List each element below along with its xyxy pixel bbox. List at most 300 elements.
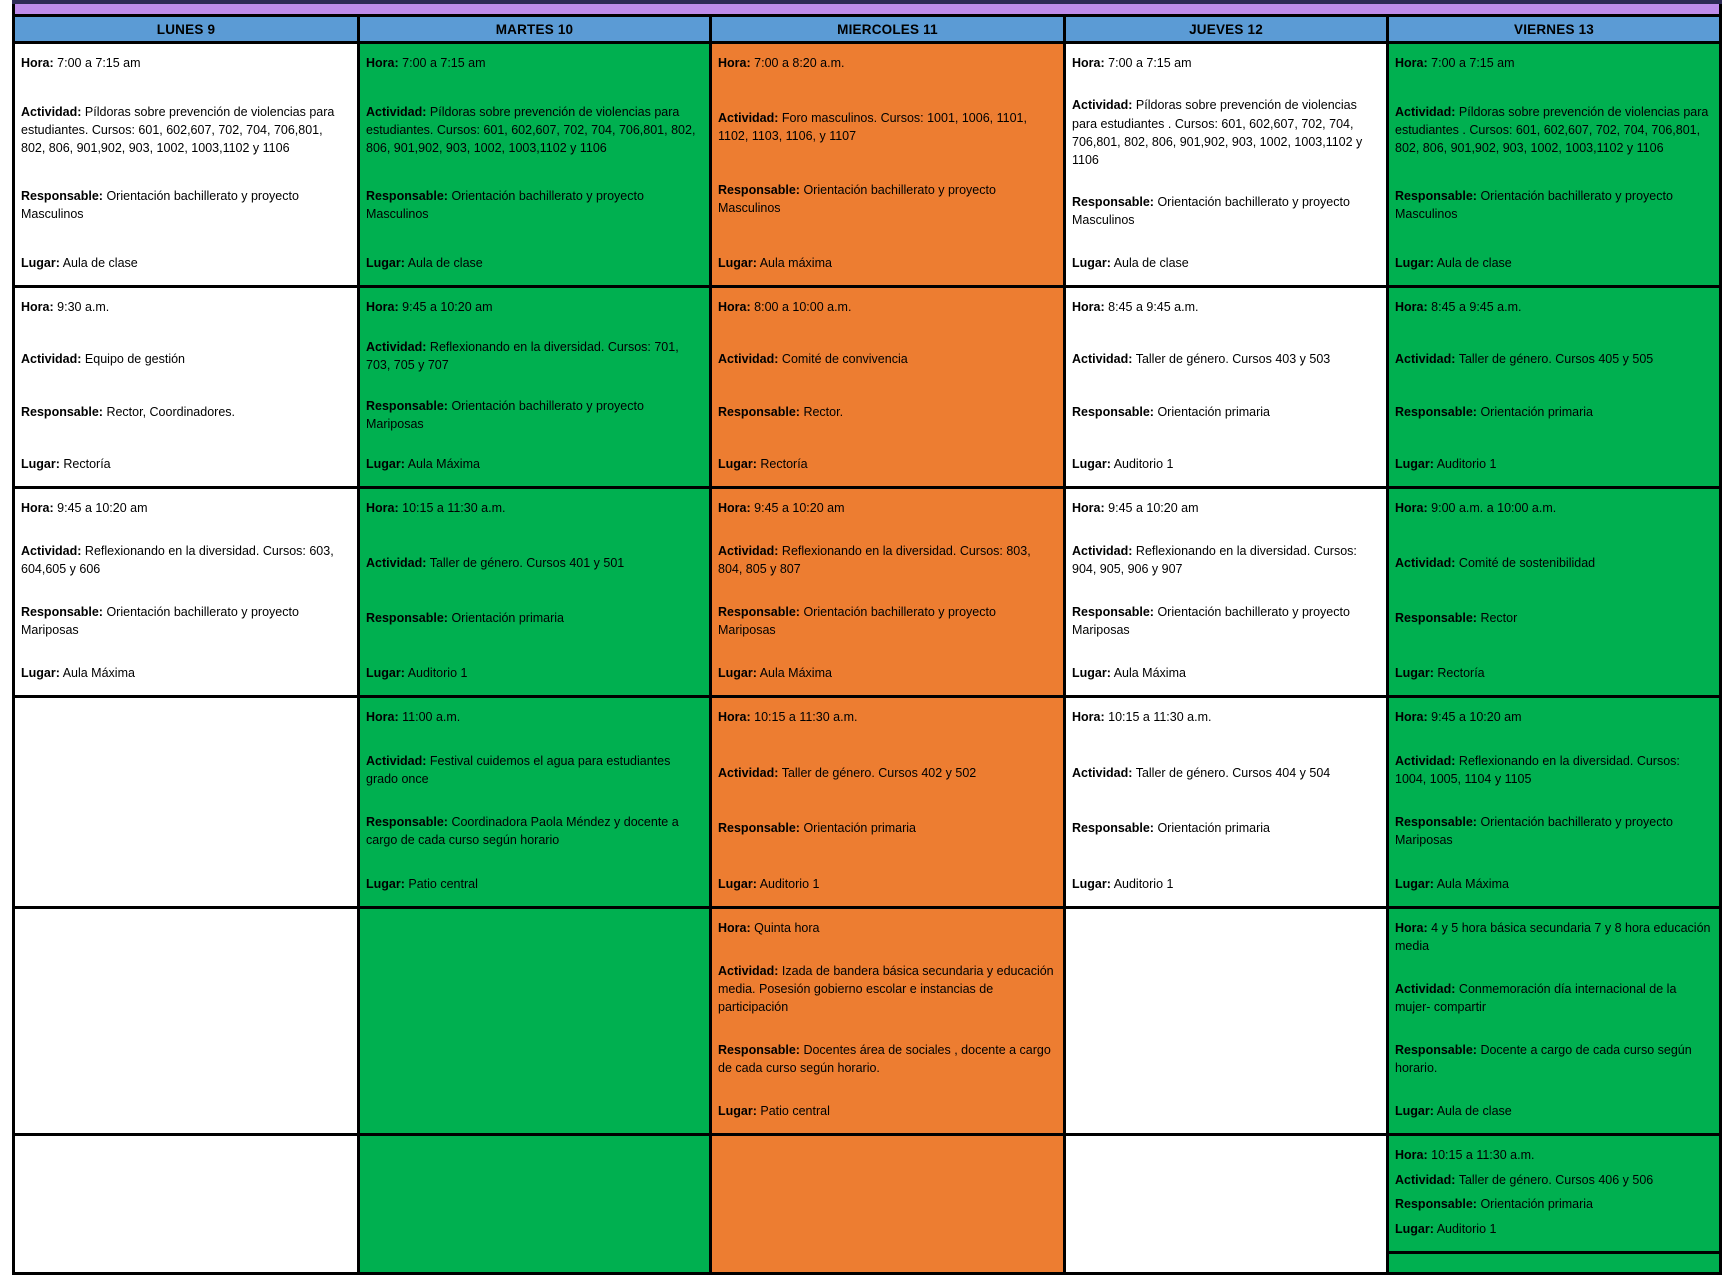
field-value: Orientación bachillerato y proyecto Mariposas — [1072, 604, 1350, 637]
cell-field-actividad — [1395, 1171, 1711, 1189]
cell-field-lugar — [1395, 875, 1711, 893]
field-value: Orientación primaria — [803, 821, 916, 836]
cell-content — [15, 1136, 357, 1258]
field-label: Hora: — [718, 921, 751, 935]
cell-field-actividad — [1395, 350, 1711, 368]
cell-content — [1066, 44, 1386, 280]
schedule-cell[interactable] — [359, 43, 711, 287]
field-value: Orientación bachillerato y proyecto Mariposas — [21, 604, 299, 637]
cell-field-lugar — [1072, 455, 1378, 473]
field-value: Auditorio 1 — [1113, 456, 1174, 471]
field-label: Actividad: — [21, 352, 82, 367]
cell-field-actividad — [21, 350, 349, 368]
field-label: Hora: — [21, 501, 54, 515]
field-label: Hora: — [718, 501, 751, 515]
field-label: Lugar: — [1395, 1221, 1434, 1236]
field-label: Actividad: — [21, 104, 82, 119]
field-label: Actividad: — [1395, 753, 1456, 768]
field-value: Taller de género. Cursos 403 y 503 — [1135, 352, 1331, 367]
day-header-label: LUNES 9 — [156, 21, 216, 37]
schedule-cell[interactable] — [1065, 43, 1388, 287]
field-value: Conmemoración día internacional de la mujer- compartir — [1395, 981, 1677, 1015]
field-label: Lugar: — [1072, 665, 1111, 680]
cell-field-lugar — [1072, 254, 1378, 272]
cell-field-lugar — [21, 455, 349, 473]
cell-field-responsable — [718, 1041, 1055, 1077]
field-label: Lugar: — [21, 255, 60, 270]
field-value: 9:30 a.m. — [57, 300, 110, 314]
field-label: Lugar: — [21, 456, 60, 471]
cell-field-actividad — [718, 542, 1055, 578]
field-value: Aula Máxima — [1113, 665, 1186, 680]
field-label: Responsable: — [1072, 604, 1154, 619]
cell-content — [712, 1136, 1063, 1258]
field-value: Rector, Coordinadores. — [106, 404, 235, 419]
field-value: 10:15 a 11:30 a.m. — [754, 710, 858, 724]
field-label: Responsable: — [1395, 1042, 1477, 1057]
field-label: Lugar: — [1072, 255, 1111, 270]
schedule-cell[interactable] — [14, 287, 359, 488]
schedule-cell[interactable] — [14, 1135, 359, 1274]
field-value: Aula Máxima — [1436, 876, 1509, 891]
schedule-cell[interactable] — [1388, 43, 1721, 287]
cell-content — [712, 489, 1063, 690]
field-label: Hora: — [1072, 56, 1105, 70]
field-value: Aula de clase — [1436, 255, 1512, 270]
cell-field-actividad — [1072, 764, 1378, 782]
day-header-viernes[interactable] — [1388, 16, 1721, 43]
field-value: Orientación primaria — [1157, 404, 1270, 419]
field-label: Responsable: — [21, 189, 103, 204]
schedule-cell[interactable] — [359, 1135, 711, 1274]
field-value: Orientación bachillerato y proyecto Masculinos — [21, 189, 299, 222]
cell-content — [1389, 44, 1719, 280]
cell-field-responsable — [1395, 403, 1711, 421]
cell-field-hora — [366, 298, 701, 316]
cell-field-lugar — [718, 455, 1055, 473]
cell-field-actividad — [718, 764, 1055, 782]
field-value: 7:00 a 7:15 am — [1431, 56, 1515, 70]
field-label: Hora: — [366, 56, 399, 70]
cell-content — [15, 909, 357, 1128]
schedule-cell[interactable] — [1065, 488, 1388, 697]
schedule-cell[interactable] — [14, 488, 359, 697]
field-value: Aula máxima — [759, 255, 832, 270]
field-value: Rector — [1480, 610, 1518, 625]
cell-content — [712, 909, 1063, 1128]
cell-field-lugar — [366, 875, 701, 893]
cell-field-responsable — [21, 603, 349, 639]
cell-field-hora — [718, 919, 1055, 937]
cell-field-actividad — [718, 350, 1055, 368]
cell-field-lugar — [21, 664, 349, 682]
field-value: Píldoras sobre prevención de violencias para estudiantes . Cursos: 601, 602,607, 702, 704, 706,801, 802, 806, 901,902, 903, 1002, 1003,1102 y 1106 — [1072, 98, 1363, 167]
field-label: Lugar: — [718, 456, 757, 471]
cell-field-responsable — [366, 609, 701, 627]
field-value: Orientación primaria — [451, 610, 564, 625]
cell-field-responsable — [21, 187, 349, 223]
field-label: Lugar: — [366, 665, 405, 680]
field-value: Aula de clase — [1436, 1103, 1512, 1118]
cell-field-hora — [21, 298, 349, 316]
field-value: Píldoras sobre prevención de violencias para estudiantes . Cursos: 601, 602,607, 702, 704, 706,801, 802, 806, 901,902, 903, 1002, 1003,1102 y 1106 — [1395, 104, 1709, 155]
field-label: Actividad: — [718, 963, 779, 978]
field-label: Hora: — [1395, 501, 1428, 515]
field-value: 9:45 a 10:20 am — [402, 300, 493, 314]
cell-field-lugar — [366, 664, 701, 682]
field-label: Actividad: — [718, 110, 779, 125]
field-label: Lugar: — [1072, 876, 1111, 891]
field-label: Lugar: — [718, 665, 757, 680]
cell-field-hora — [366, 54, 701, 72]
day-header-label: MARTES 10 — [495, 21, 574, 37]
cell-field-actividad — [1072, 96, 1378, 169]
field-label: Actividad: — [366, 340, 427, 355]
schedule-cell[interactable] — [1065, 908, 1388, 1135]
schedule-row — [14, 43, 1721, 287]
schedule-cell[interactable] — [711, 908, 1065, 1135]
cell-field-responsable — [1395, 609, 1711, 627]
field-value: 10:15 a 11:30 a.m. — [1108, 710, 1212, 724]
cell-field-hora — [1395, 708, 1711, 726]
field-label: Responsable: — [1395, 189, 1477, 204]
cell-field-responsable — [21, 403, 349, 421]
field-value: 10:15 a 11:30 a.m. — [1431, 1148, 1535, 1162]
field-value: 7:00 a 7:15 am — [402, 56, 486, 70]
field-label: Lugar: — [1395, 255, 1434, 270]
field-value: Aula de clase — [62, 255, 138, 270]
cell-field-actividad — [366, 554, 701, 572]
field-label: Responsable: — [21, 404, 103, 419]
title-bar-row — [14, 2, 1721, 16]
cell-field-lugar — [366, 254, 701, 272]
field-value: Aula Máxima — [759, 665, 832, 680]
field-value: Taller de género. Cursos 402 y 502 — [781, 765, 977, 780]
field-label: Hora: — [718, 710, 751, 724]
schedule-cell[interactable] — [711, 287, 1065, 488]
field-value: 8:00 a 10:00 a.m. — [754, 300, 852, 314]
cell-content — [15, 489, 357, 690]
cell-content — [360, 909, 709, 1128]
schedule-cell[interactable] — [711, 43, 1065, 287]
cell-content — [712, 698, 1063, 901]
field-value: Auditorio 1 — [1113, 876, 1174, 891]
field-label: Lugar: — [21, 665, 60, 680]
field-value: Orientación bachillerato y proyecto Mariposas — [366, 398, 644, 431]
title-bar — [14, 2, 1721, 16]
cell-field-responsable — [1072, 403, 1378, 421]
field-value: Reflexionando en la diversidad. Cursos: 803, 804, 805 y 807 — [718, 543, 1031, 576]
field-value: Orientación primaria — [1157, 821, 1270, 836]
schedule-cell[interactable] — [711, 488, 1065, 697]
field-label: Hora: — [718, 56, 751, 70]
field-value: Taller de género. Cursos 406 y 506 — [1458, 1172, 1654, 1187]
cell-field-hora — [1395, 919, 1711, 955]
cell-content — [1389, 698, 1719, 901]
schedule-row — [14, 1135, 1721, 1253]
cell-field-lugar — [1072, 875, 1378, 893]
field-label: Lugar: — [1072, 456, 1111, 471]
field-label: Actividad: — [1395, 352, 1456, 367]
schedule-cell[interactable] — [1388, 488, 1721, 697]
day-header-label: VIERNES 13 — [1513, 21, 1595, 37]
schedule-row — [14, 908, 1721, 1135]
cell-field-responsable — [1072, 193, 1378, 229]
field-value: Taller de género. Cursos 405 y 505 — [1458, 352, 1654, 367]
cell-field-responsable — [1395, 813, 1711, 849]
schedule-cell[interactable] — [711, 697, 1065, 908]
field-value: Patio central — [408, 876, 478, 891]
field-label: Responsable: — [366, 189, 448, 204]
field-label: Actividad: — [718, 765, 779, 780]
cell-field-lugar — [718, 1102, 1055, 1120]
field-value: Docentes área de sociales , docente a cargo de cada curso según horario. — [718, 1042, 1051, 1076]
day-header-martes[interactable] — [359, 16, 711, 43]
cell-field-hora — [21, 54, 349, 72]
schedule-cell[interactable] — [359, 287, 711, 488]
field-label: Responsable: — [1072, 195, 1154, 210]
day-header-lunes[interactable] — [14, 16, 359, 43]
cell-field-actividad — [366, 752, 701, 788]
field-value: Orientación bachillerato y proyecto Masculinos — [718, 183, 996, 216]
cell-content — [712, 44, 1063, 280]
cell-field-responsable — [718, 603, 1055, 639]
cell-content — [1066, 489, 1386, 690]
cell-field-hora — [1395, 54, 1711, 72]
cell-content — [15, 288, 357, 481]
field-value: 8:45 a 9:45 a.m. — [1108, 300, 1199, 314]
field-value: 7:00 a 8:20 a.m. — [754, 56, 845, 70]
cell-field-hora — [21, 499, 349, 517]
cell-field-responsable — [718, 403, 1055, 421]
field-value: Auditorio 1 — [759, 876, 820, 891]
cell-content — [360, 698, 709, 901]
field-value: 9:45 a 10:20 am — [1108, 501, 1199, 515]
cell-content — [1066, 698, 1386, 901]
cell-field-lugar — [1395, 254, 1711, 272]
day-header-row — [14, 16, 1721, 43]
field-value: Foro masculinos. Cursos: 1001, 1006, 1101, 1102, 1103, 1106, y 1107 — [718, 110, 1027, 143]
field-value: Píldoras sobre prevención de violencias para estudiantes. Cursos: 601, 602,607, 702, 704, 706,801, 802, 806, 901,902, 903, 1002, 1003,1102 y 1106 — [366, 104, 696, 155]
field-value: Orientación bachillerato y proyecto Masculinos — [366, 189, 644, 222]
field-label: Lugar: — [718, 255, 757, 270]
field-value: Docente a cargo de cada curso según horario. — [1395, 1042, 1692, 1076]
cell-field-responsable — [718, 181, 1055, 217]
cell-content — [1066, 909, 1386, 1128]
field-label: Actividad: — [1395, 104, 1456, 119]
field-value: Comité de convivencia — [781, 352, 908, 367]
field-label: Responsable: — [718, 183, 800, 198]
cell-field-lugar — [1395, 1102, 1711, 1120]
field-label: Responsable: — [366, 398, 448, 413]
cell-field-hora — [1072, 499, 1378, 517]
field-label: Responsable: — [1395, 815, 1477, 830]
field-value: 11:00 a.m. — [402, 710, 461, 724]
cell-content — [1389, 1136, 1719, 1246]
cell-field-hora — [1395, 499, 1711, 517]
field-value: 9:45 a 10:20 am — [1431, 710, 1522, 724]
field-label: Hora: — [366, 710, 399, 724]
cell-content — [360, 288, 709, 481]
field-label: Actividad: — [366, 104, 427, 119]
field-label: Hora: — [1072, 501, 1105, 515]
field-label: Hora: — [1395, 56, 1428, 70]
field-label: Hora: — [1072, 710, 1105, 724]
schedule-cell[interactable] — [711, 1135, 1065, 1274]
field-label: Hora: — [718, 300, 751, 314]
schedule-cell[interactable] — [1388, 697, 1721, 908]
day-header-miercoles[interactable] — [711, 16, 1065, 43]
schedule-row — [14, 488, 1721, 697]
schedule-cell[interactable] — [1065, 1135, 1388, 1274]
field-label: Lugar: — [718, 876, 757, 891]
field-value: 7:00 a 7:15 am — [57, 56, 141, 70]
cell-field-hora — [1072, 54, 1378, 72]
field-value: 8:45 a 9:45 a.m. — [1431, 300, 1522, 314]
field-value: Píldoras sobre prevención de violencias para estudiantes. Cursos: 601, 602,607, 702, 704, 706,801, 802, 806, 901,902, 903, 1002, 1003,1102 y 1106 — [21, 104, 335, 155]
cell-field-hora — [718, 499, 1055, 517]
schedule-cell[interactable] — [359, 697, 711, 908]
field-value: Patio central — [760, 1103, 830, 1118]
schedule-cell[interactable] — [1388, 1253, 1721, 1274]
schedule-cell[interactable] — [1388, 908, 1721, 1135]
field-value: Auditorio 1 — [1436, 456, 1497, 471]
cell-field-responsable — [1395, 1195, 1711, 1213]
field-label: Lugar: — [1395, 876, 1434, 891]
field-label: Actividad: — [718, 352, 779, 367]
cell-field-hora — [1072, 298, 1378, 316]
field-label: Hora: — [21, 56, 54, 70]
cell-field-responsable — [1072, 603, 1378, 639]
cell-field-lugar — [718, 875, 1055, 893]
cell-content — [1389, 909, 1719, 1128]
schedule-cell[interactable] — [1388, 1135, 1721, 1253]
cell-field-lugar — [21, 254, 349, 272]
cell-content — [360, 44, 709, 280]
schedule-cell[interactable] — [1065, 287, 1388, 488]
field-label: Hora: — [1395, 921, 1428, 935]
field-value: Taller de género. Cursos 401 y 501 — [429, 555, 625, 570]
field-label: Hora: — [1395, 300, 1428, 314]
cell-field-hora — [718, 298, 1055, 316]
field-value: 9:45 a 10:20 am — [57, 501, 148, 515]
field-label: Lugar: — [718, 1103, 757, 1118]
cell-field-lugar — [718, 254, 1055, 272]
field-value: Rector. — [803, 404, 844, 419]
field-value: 10:15 a 11:30 a.m. — [402, 501, 506, 515]
field-value: Coordinadora Paola Méndez y docente a cargo de cada curso según horario — [366, 815, 679, 848]
field-label: Lugar: — [1395, 1103, 1434, 1118]
schedule-cell[interactable] — [359, 908, 711, 1135]
cell-field-lugar — [718, 664, 1055, 682]
field-label: Responsable: — [21, 604, 103, 619]
schedule-cell[interactable] — [14, 697, 359, 908]
cell-field-actividad — [1395, 103, 1711, 157]
field-label: Lugar: — [366, 255, 405, 270]
field-label: Responsable: — [1395, 610, 1477, 625]
cell-field-hora — [1395, 1146, 1711, 1164]
cell-field-actividad — [366, 338, 701, 374]
cell-field-responsable — [366, 187, 701, 223]
schedule-cell[interactable] — [14, 43, 359, 287]
cell-content — [15, 44, 357, 280]
field-label: Actividad: — [366, 753, 427, 768]
field-value: Auditorio 1 — [1436, 1221, 1497, 1236]
field-label: Hora: — [1395, 1148, 1428, 1162]
cell-field-actividad — [21, 542, 349, 578]
cell-field-hora — [718, 708, 1055, 726]
cell-field-actividad — [1395, 752, 1711, 788]
field-label: Actividad: — [1072, 765, 1133, 780]
field-value: Orientación bachillerato y proyecto Mariposas — [1395, 815, 1673, 848]
field-value: Comité de sostenibilidad — [1458, 555, 1596, 570]
cell-field-hora — [366, 708, 701, 726]
field-label: Responsable: — [366, 610, 448, 625]
field-label: Hora: — [1395, 710, 1428, 724]
cell-content — [1389, 288, 1719, 481]
field-value: Rectoría — [63, 456, 111, 471]
cell-content — [1066, 1136, 1386, 1258]
schedule-cell[interactable] — [1388, 287, 1721, 488]
cell-field-lugar — [1072, 664, 1378, 682]
cell-content — [1389, 1254, 1719, 1272]
cell-content — [1389, 489, 1719, 690]
cell-field-lugar — [366, 455, 701, 473]
field-value: Aula de clase — [407, 255, 483, 270]
field-label: Responsable: — [718, 821, 800, 836]
field-label: Actividad: — [1072, 98, 1133, 113]
field-label: Actividad: — [1395, 555, 1456, 570]
cell-content — [1066, 288, 1386, 481]
field-label: Hora: — [366, 501, 399, 515]
field-value: Orientación bachillerato y proyecto Masculinos — [1395, 189, 1673, 222]
field-label: Responsable: — [718, 404, 800, 419]
field-label: Actividad: — [1395, 1172, 1456, 1187]
cell-field-responsable — [1395, 1041, 1711, 1077]
cell-field-responsable — [366, 813, 701, 849]
field-label: Actividad: — [718, 543, 779, 558]
cell-field-responsable — [1395, 187, 1711, 223]
cell-field-lugar — [1395, 1220, 1711, 1238]
field-value: Orientación bachillerato y proyecto Masculinos — [1072, 195, 1350, 228]
field-value: Aula de clase — [1113, 255, 1189, 270]
field-label: Responsable: — [1072, 821, 1154, 836]
field-value: 4 y 5 hora básica secundaria 7 y 8 hora educación media — [1395, 921, 1711, 954]
schedule-row — [14, 287, 1721, 488]
schedule-row — [14, 697, 1721, 908]
cell-field-actividad — [718, 962, 1055, 1016]
field-value: 7:00 a 7:15 am — [1108, 56, 1192, 70]
field-label: Actividad: — [1072, 352, 1133, 367]
field-value: Reflexionando en la diversidad. Cursos: 1004, 1005, 1104 y 1105 — [1395, 753, 1680, 786]
field-value: Equipo de gestión — [84, 352, 186, 367]
field-label: Responsable: — [366, 815, 448, 830]
field-label: Hora: — [21, 300, 54, 314]
field-label: Lugar: — [366, 876, 405, 891]
schedule-cell[interactable] — [359, 488, 711, 697]
day-header-jueves[interactable] — [1065, 16, 1388, 43]
field-value: Orientación primaria — [1480, 404, 1593, 419]
field-label: Responsable: — [718, 1042, 800, 1057]
field-value: Rectoría — [1437, 665, 1485, 680]
schedule-cell[interactable] — [14, 908, 359, 1135]
schedule-cell[interactable] — [1065, 697, 1388, 908]
field-label: Lugar: — [366, 456, 405, 471]
cell-field-hora — [1395, 298, 1711, 316]
cell-field-responsable — [366, 397, 701, 433]
day-header-label: JUEVES 12 — [1189, 21, 1263, 37]
cell-field-actividad — [1395, 980, 1711, 1016]
